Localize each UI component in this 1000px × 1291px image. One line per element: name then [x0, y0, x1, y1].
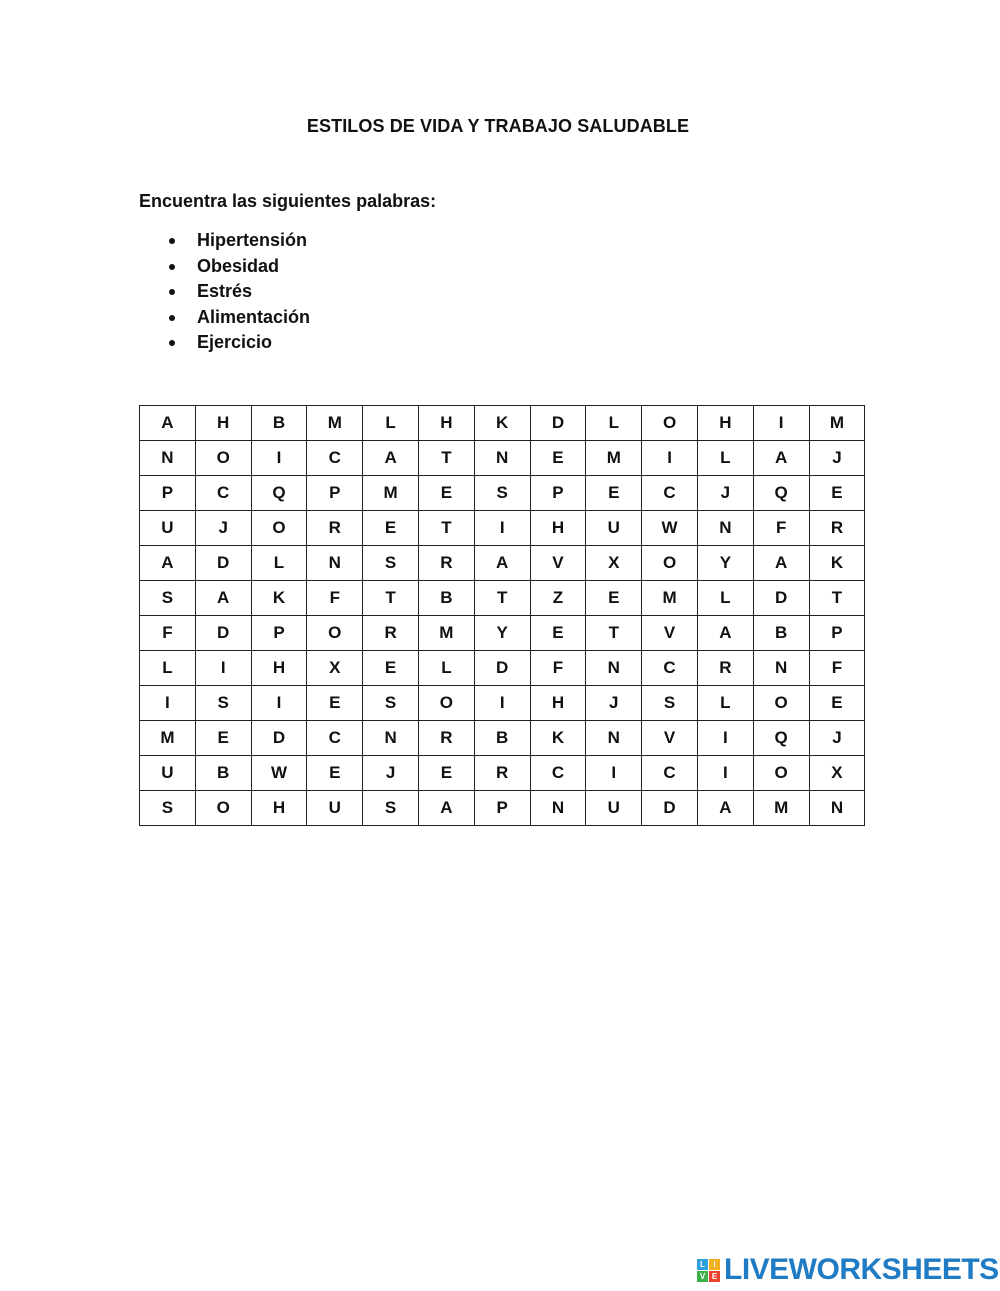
grid-cell[interactable]: M — [140, 721, 196, 756]
grid-cell[interactable]: H — [251, 791, 307, 826]
grid-cell[interactable]: A — [140, 406, 196, 441]
grid-cell[interactable]: S — [474, 476, 530, 511]
grid-cell[interactable]: U — [307, 791, 363, 826]
grid-cell[interactable]: E — [307, 686, 363, 721]
grid-cell[interactable]: H — [418, 406, 474, 441]
word-label: Obesidad — [197, 255, 280, 276]
grid-cell[interactable]: E — [418, 756, 474, 791]
grid-cell[interactable]: N — [140, 441, 196, 476]
grid-cell[interactable]: O — [418, 686, 474, 721]
grid-cell[interactable]: L — [586, 406, 642, 441]
grid-cell[interactable]: P — [251, 616, 307, 651]
grid-cell[interactable]: V — [642, 616, 698, 651]
grid-row — [140, 546, 865, 581]
grid-cell[interactable]: A — [697, 791, 753, 826]
word-list-item — [165, 228, 310, 254]
grid-cell[interactable]: H — [195, 406, 251, 441]
word-list-item — [165, 305, 310, 331]
word-label: Estrés — [197, 281, 253, 301]
grid-cell[interactable]: L — [697, 581, 753, 616]
grid-cell[interactable]: H — [530, 511, 586, 546]
grid-row — [140, 756, 865, 791]
grid-cell[interactable]: E — [307, 756, 363, 791]
grid-cell[interactable]: E — [418, 476, 474, 511]
grid-cell[interactable]: I — [251, 686, 307, 721]
grid-cell[interactable]: E — [363, 511, 419, 546]
page-title: ESTILOS DE VIDA Y TRABAJO SALUDABLE — [306, 116, 690, 136]
grid-cell[interactable]: M — [363, 476, 419, 511]
logo-mark-letter: L — [697, 1259, 708, 1270]
bullet-icon — [169, 289, 175, 295]
bullet-icon — [169, 340, 175, 346]
grid-cell[interactable]: Y — [697, 546, 753, 581]
grid-cell[interactable]: A — [195, 581, 251, 616]
grid-cell[interactable]: M — [753, 791, 809, 826]
grid-cell[interactable]: F — [307, 581, 363, 616]
grid-cell[interactable]: A — [418, 791, 474, 826]
grid-cell[interactable]: J — [586, 686, 642, 721]
grid-cell[interactable]: A — [697, 616, 753, 651]
grid-cell[interactable]: I — [642, 441, 698, 476]
grid-cell[interactable]: Q — [251, 476, 307, 511]
grid-cell[interactable]: L — [697, 441, 753, 476]
grid-cell[interactable]: N — [809, 791, 865, 826]
grid-cell[interactable]: E — [586, 581, 642, 616]
grid-cell[interactable]: M — [586, 441, 642, 476]
grid-cell[interactable]: D — [753, 581, 809, 616]
grid-cell[interactable]: Q — [753, 721, 809, 756]
grid-cell[interactable]: B — [195, 756, 251, 791]
grid-cell[interactable]: H — [251, 651, 307, 686]
grid-cell[interactable]: O — [642, 406, 698, 441]
grid-cell[interactable]: M — [418, 616, 474, 651]
grid-cell[interactable]: S — [140, 581, 196, 616]
grid-row — [140, 581, 865, 616]
grid-cell[interactable]: O — [251, 511, 307, 546]
grid-cell[interactable]: J — [195, 511, 251, 546]
grid-cell[interactable]: P — [140, 476, 196, 511]
grid-cell[interactable]: O — [642, 546, 698, 581]
logo-mark-letter: V — [697, 1271, 708, 1282]
grid-cell[interactable]: A — [140, 546, 196, 581]
grid-cell[interactable]: U — [140, 756, 196, 791]
grid-cell[interactable]: X — [586, 546, 642, 581]
grid-cell[interactable]: V — [642, 721, 698, 756]
grid-cell[interactable]: T — [474, 581, 530, 616]
grid-cell[interactable]: P — [474, 791, 530, 826]
bullet-icon — [169, 264, 175, 270]
grid-cell[interactable]: R — [418, 546, 474, 581]
grid-cell[interactable]: A — [753, 546, 809, 581]
grid-cell[interactable]: E — [530, 441, 586, 476]
bullet-icon — [169, 315, 175, 321]
word-label: Hipertensión — [197, 230, 308, 250]
word-list-item — [165, 254, 310, 280]
grid-row — [140, 651, 865, 686]
grid-cell[interactable]: S — [363, 791, 419, 826]
grid-cell[interactable]: O — [753, 686, 809, 721]
grid-cell[interactable]: B — [474, 721, 530, 756]
grid-cell[interactable]: D — [530, 406, 586, 441]
grid-cell[interactable]: N — [697, 511, 753, 546]
grid-cell[interactable]: A — [474, 546, 530, 581]
grid-cell[interactable]: T — [809, 581, 865, 616]
grid-cell[interactable]: C — [642, 476, 698, 511]
grid-cell[interactable]: S — [195, 686, 251, 721]
word-list-item — [165, 330, 310, 356]
grid-cell[interactable]: N — [586, 651, 642, 686]
grid-cell[interactable]: U — [586, 511, 642, 546]
grid-cell[interactable]: I — [697, 756, 753, 791]
grid-cell[interactable]: N — [474, 441, 530, 476]
grid-cell[interactable]: B — [418, 581, 474, 616]
grid-cell[interactable]: I — [140, 686, 196, 721]
grid-cell[interactable]: S — [363, 546, 419, 581]
grid-cell[interactable]: T — [586, 616, 642, 651]
grid-cell[interactable]: I — [195, 651, 251, 686]
grid-cell[interactable]: L — [697, 686, 753, 721]
grid-cell[interactable]: H — [530, 686, 586, 721]
grid-cell[interactable]: F — [140, 616, 196, 651]
word-label: Ejercicio — [197, 332, 273, 352]
grid-cell[interactable]: H — [697, 406, 753, 441]
grid-cell[interactable]: T — [418, 441, 474, 476]
grid-cell[interactable]: E — [363, 651, 419, 686]
grid-cell[interactable]: C — [530, 756, 586, 791]
grid-cell[interactable]: P — [809, 616, 865, 651]
logo-mark-icon — [697, 1259, 720, 1282]
grid-row — [140, 616, 865, 651]
liveworksheets-logo — [697, 1253, 999, 1287]
grid-cell[interactable]: Q — [753, 476, 809, 511]
grid-cell[interactable]: J — [809, 721, 865, 756]
grid-cell[interactable]: A — [363, 441, 419, 476]
word-label: Alimentación — [197, 306, 311, 327]
grid-row — [140, 406, 865, 441]
grid-cell[interactable]: M — [809, 406, 865, 441]
grid-row — [140, 511, 865, 546]
grid-cell[interactable]: F — [753, 511, 809, 546]
grid-row — [140, 721, 865, 756]
grid-cell[interactable]: O — [195, 441, 251, 476]
grid-cell[interactable]: J — [363, 756, 419, 791]
grid-cell[interactable]: R — [474, 756, 530, 791]
grid-cell[interactable]: L — [251, 546, 307, 581]
grid-cell[interactable]: I — [474, 686, 530, 721]
grid-cell[interactable]: J — [697, 476, 753, 511]
grid-cell[interactable]: I — [586, 756, 642, 791]
grid-cell[interactable]: O — [307, 616, 363, 651]
grid-cell[interactable]: D — [642, 791, 698, 826]
grid-cell[interactable]: W — [251, 756, 307, 791]
grid-cell[interactable]: N — [363, 721, 419, 756]
grid-cell[interactable]: M — [307, 406, 363, 441]
grid-cell[interactable]: B — [251, 406, 307, 441]
grid-cell[interactable]: L — [140, 651, 196, 686]
grid-cell[interactable]: D — [195, 616, 251, 651]
logo-mark-letter: E — [709, 1271, 720, 1282]
grid-cell[interactable]: Y — [474, 616, 530, 651]
grid-cell[interactable]: P — [530, 476, 586, 511]
grid-cell[interactable]: F — [809, 651, 865, 686]
grid-cell[interactable]: D — [195, 546, 251, 581]
grid-cell[interactable]: D — [474, 651, 530, 686]
grid-cell[interactable]: C — [642, 756, 698, 791]
grid-cell[interactable]: A — [753, 441, 809, 476]
bullet-icon — [169, 238, 175, 244]
instruction-text: Encuentra las siguientes palabras: — [139, 191, 437, 211]
grid-cell[interactable]: I — [474, 511, 530, 546]
grid-cell[interactable]: R — [418, 721, 474, 756]
word-search-grid — [139, 405, 865, 826]
grid-cell[interactable]: W — [642, 511, 698, 546]
grid-cell[interactable]: E — [195, 721, 251, 756]
logo-mark-letter: I — [709, 1259, 720, 1270]
grid-cell[interactable]: R — [697, 651, 753, 686]
word-list — [165, 228, 310, 356]
grid-cell[interactable]: N — [530, 791, 586, 826]
grid-cell[interactable]: E — [530, 616, 586, 651]
grid-row — [140, 791, 865, 826]
grid-cell[interactable]: U — [140, 511, 196, 546]
grid-cell[interactable]: N — [307, 546, 363, 581]
grid-cell[interactable]: L — [363, 406, 419, 441]
grid-cell[interactable]: R — [307, 511, 363, 546]
grid-cell[interactable]: K — [530, 721, 586, 756]
grid-cell[interactable]: I — [753, 406, 809, 441]
grid-row — [140, 476, 865, 511]
grid-cell[interactable]: N — [753, 651, 809, 686]
grid-cell[interactable]: R — [363, 616, 419, 651]
grid-cell[interactable]: S — [140, 791, 196, 826]
grid-cell[interactable]: I — [251, 441, 307, 476]
grid-cell[interactable]: K — [809, 546, 865, 581]
grid-cell[interactable]: S — [363, 686, 419, 721]
grid-cell[interactable]: R — [809, 511, 865, 546]
grid-cell[interactable]: N — [586, 721, 642, 756]
grid-cell[interactable]: O — [195, 791, 251, 826]
grid-cell[interactable]: D — [251, 721, 307, 756]
grid-cell[interactable]: T — [418, 511, 474, 546]
grid-row — [140, 441, 865, 476]
grid-cell[interactable]: K — [474, 406, 530, 441]
grid-cell[interactable]: S — [642, 686, 698, 721]
grid-cell[interactable]: V — [530, 546, 586, 581]
grid-cell[interactable]: U — [586, 791, 642, 826]
grid-cell[interactable]: I — [697, 721, 753, 756]
logo-text: LIVEWORKSHEETS — [724, 1253, 999, 1286]
grid-cell[interactable]: M — [642, 581, 698, 616]
grid-cell[interactable]: T — [363, 581, 419, 616]
grid-cell[interactable]: Z — [530, 581, 586, 616]
grid-cell[interactable]: E — [809, 476, 865, 511]
grid-cell[interactable]: X — [307, 651, 363, 686]
grid-cell[interactable]: O — [753, 756, 809, 791]
grid-cell[interactable]: C — [642, 651, 698, 686]
grid-cell[interactable]: F — [530, 651, 586, 686]
grid-cell[interactable]: E — [586, 476, 642, 511]
word-list-item — [165, 279, 310, 305]
grid-cell[interactable]: E — [809, 686, 865, 721]
grid-cell[interactable]: J — [809, 441, 865, 476]
grid-cell[interactable]: B — [753, 616, 809, 651]
grid-cell[interactable]: K — [251, 581, 307, 616]
grid-cell[interactable]: C — [307, 721, 363, 756]
grid-cell[interactable]: C — [195, 476, 251, 511]
grid-cell[interactable]: X — [809, 756, 865, 791]
grid-cell[interactable]: P — [307, 476, 363, 511]
grid-cell[interactable]: C — [307, 441, 363, 476]
grid-row — [140, 686, 865, 721]
grid-cell[interactable]: L — [418, 651, 474, 686]
